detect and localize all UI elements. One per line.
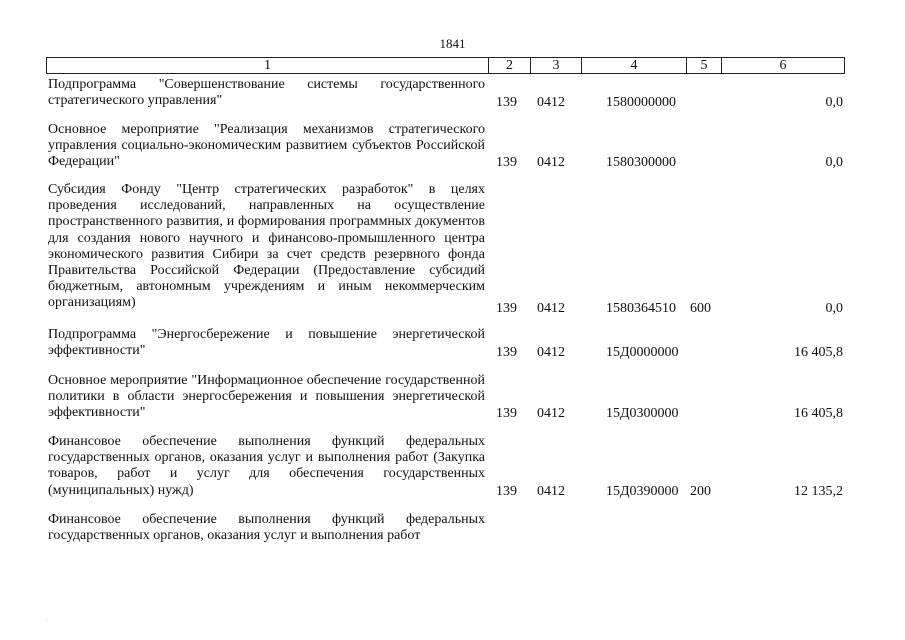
row-description: Подпрограмма "Совершенствование системы государственного стратегического управления"	[48, 77, 485, 109]
row-description: Финансовое обеспечение выполнения функций федеральных государственных органов, оказания услуг и выполнения работ (Закупка товаров, работ и услуг для обеспечения государственных (муниципальных) нужд)	[48, 434, 485, 498]
row-admin-code: 139	[496, 484, 517, 499]
header-col-1: 1	[47, 58, 489, 73]
row-target-code: 1580364510	[606, 301, 676, 316]
row-admin-code: 139	[496, 345, 517, 360]
row-sum: 0,0	[825, 301, 843, 316]
table-header	[46, 57, 845, 74]
row-section-code: 0412	[537, 345, 565, 360]
row-admin-code: 139	[496, 406, 517, 421]
row-section-code: 0412	[537, 155, 565, 170]
row-admin-code: 139	[496, 95, 517, 110]
row-target-code: 1580300000	[606, 155, 676, 170]
row-sum: 0,0	[825, 155, 843, 170]
header-col-3: 3	[531, 58, 582, 73]
row-expense-type: 600	[690, 301, 711, 316]
row-admin-code: 139	[496, 155, 517, 170]
header-col-5: 5	[687, 58, 722, 73]
row-target-code: 1580000000	[606, 95, 676, 110]
row-section-code: 0412	[537, 95, 565, 110]
row-sum: 16 405,8	[794, 345, 843, 360]
row-sum: 16 405,8	[794, 406, 843, 421]
header-col-6: 6	[779, 58, 787, 73]
row-target-code: 15Д0000000	[606, 345, 679, 360]
row-description: Подпрограмма "Энергосбережение и повышение энергетической эффективности"	[48, 327, 485, 359]
row-sum: 12 135,2	[794, 484, 843, 499]
row-section-code: 0412	[537, 301, 565, 316]
row-description: Основное мероприятие "Информационное обеспечение государственной политики в области энергосбережения и повышения энергетической эффективности"	[48, 373, 485, 421]
row-target-code: 15Д0300000	[606, 406, 679, 421]
page-number: 1841	[439, 36, 466, 51]
header-col-2: 2	[489, 58, 531, 73]
row-section-code: 0412	[537, 484, 565, 499]
row-description: Финансовое обеспечение выполнения функций федеральных государственных органов, оказания услуг и выполнения работ	[48, 512, 485, 544]
row-description: Основное мероприятие "Реализация механизмов стратегического управления социально-экономическим развитием субъектов Российской Федерации"	[48, 122, 485, 170]
row-sum: 0,0	[825, 95, 843, 110]
row-expense-type: 200	[690, 484, 711, 499]
row-admin-code: 139	[496, 301, 517, 316]
header-col-4: 4	[582, 58, 687, 73]
footer-mark: ·	[46, 618, 48, 624]
row-target-code: 15Д0390000	[606, 484, 679, 499]
row-section-code: 0412	[537, 406, 565, 421]
row-description: Субсидия Фонду "Центр стратегических разработок" в целях проведения исследований, направленных на осуществление пространственного развития, и формирования программных документов для создания нового научного и финансово-промышленного центра экономического развития Сибири за счет средств резервного фонда Правительства Российской Федерации (Предоставление субсидий бюджетным, автономным учреждениям и иным некоммерческим организациям)	[48, 182, 485, 311]
